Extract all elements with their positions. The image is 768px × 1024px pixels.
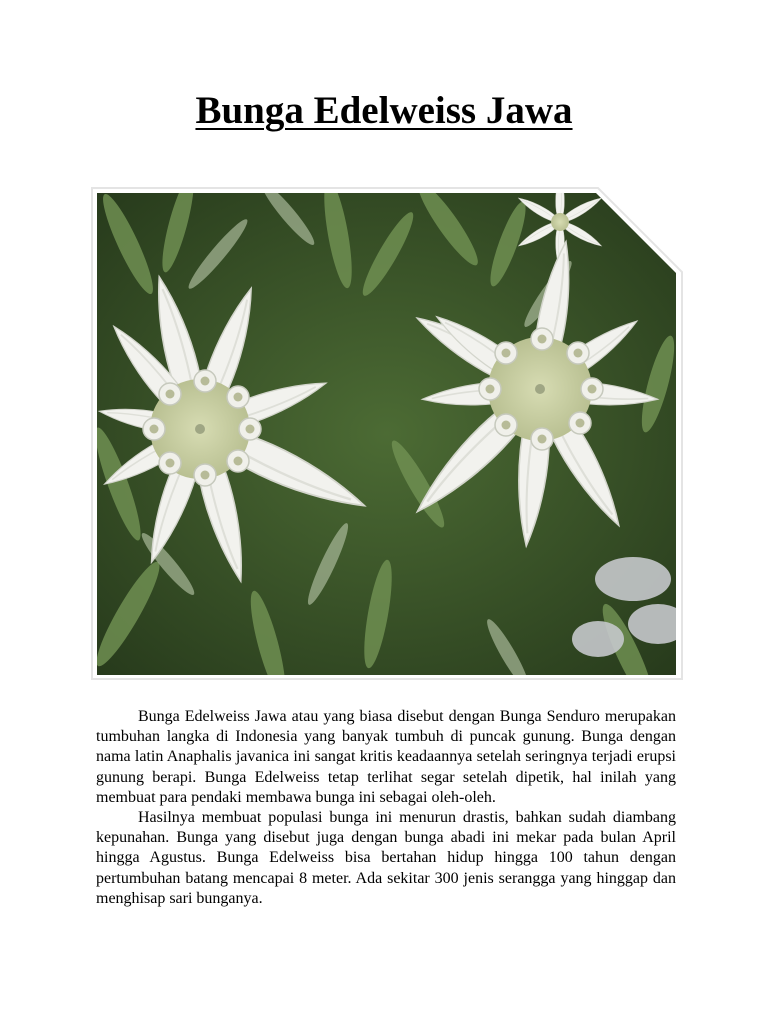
article-body (96, 707, 676, 909)
paragraph-2: Hasilnya membuat populasi bunga ini menurun drastis, bahkan sudah diambang kepunahan. Bunga yang disebut juga dengan bunga abadi ini mekar pada bulan April hingga Agustus. Bunga Edelweiss bisa bertahan hidup hingga 100 tahun dengan pertumbuhan batang mencapai 8 meter. Ada sekitar 300 jenis serangga yang hinggap dan menghisap sari bunganya. (96, 809, 676, 907)
paragraph-1: Bunga Edelweiss Jawa atau yang biasa disebut dengan Bunga Senduro merupakan tumbuhan langka di Indonesia yang banyak tumbuh di puncak gunung. Bunga dengan nama latin Anaphalis javanica ini sangat kritis keadaannya setelah seringnya terjadi erupsi gunung berapi. Bunga Edelweiss tetap terlihat segar setelah dipetik, hal inilah yang membuat para pendaki membawa bunga ini sebagai oleh-oleh. (96, 708, 676, 806)
page-title: Bunga Edelweiss Jawa (195, 89, 573, 132)
edelweiss-photo (88, 184, 686, 683)
